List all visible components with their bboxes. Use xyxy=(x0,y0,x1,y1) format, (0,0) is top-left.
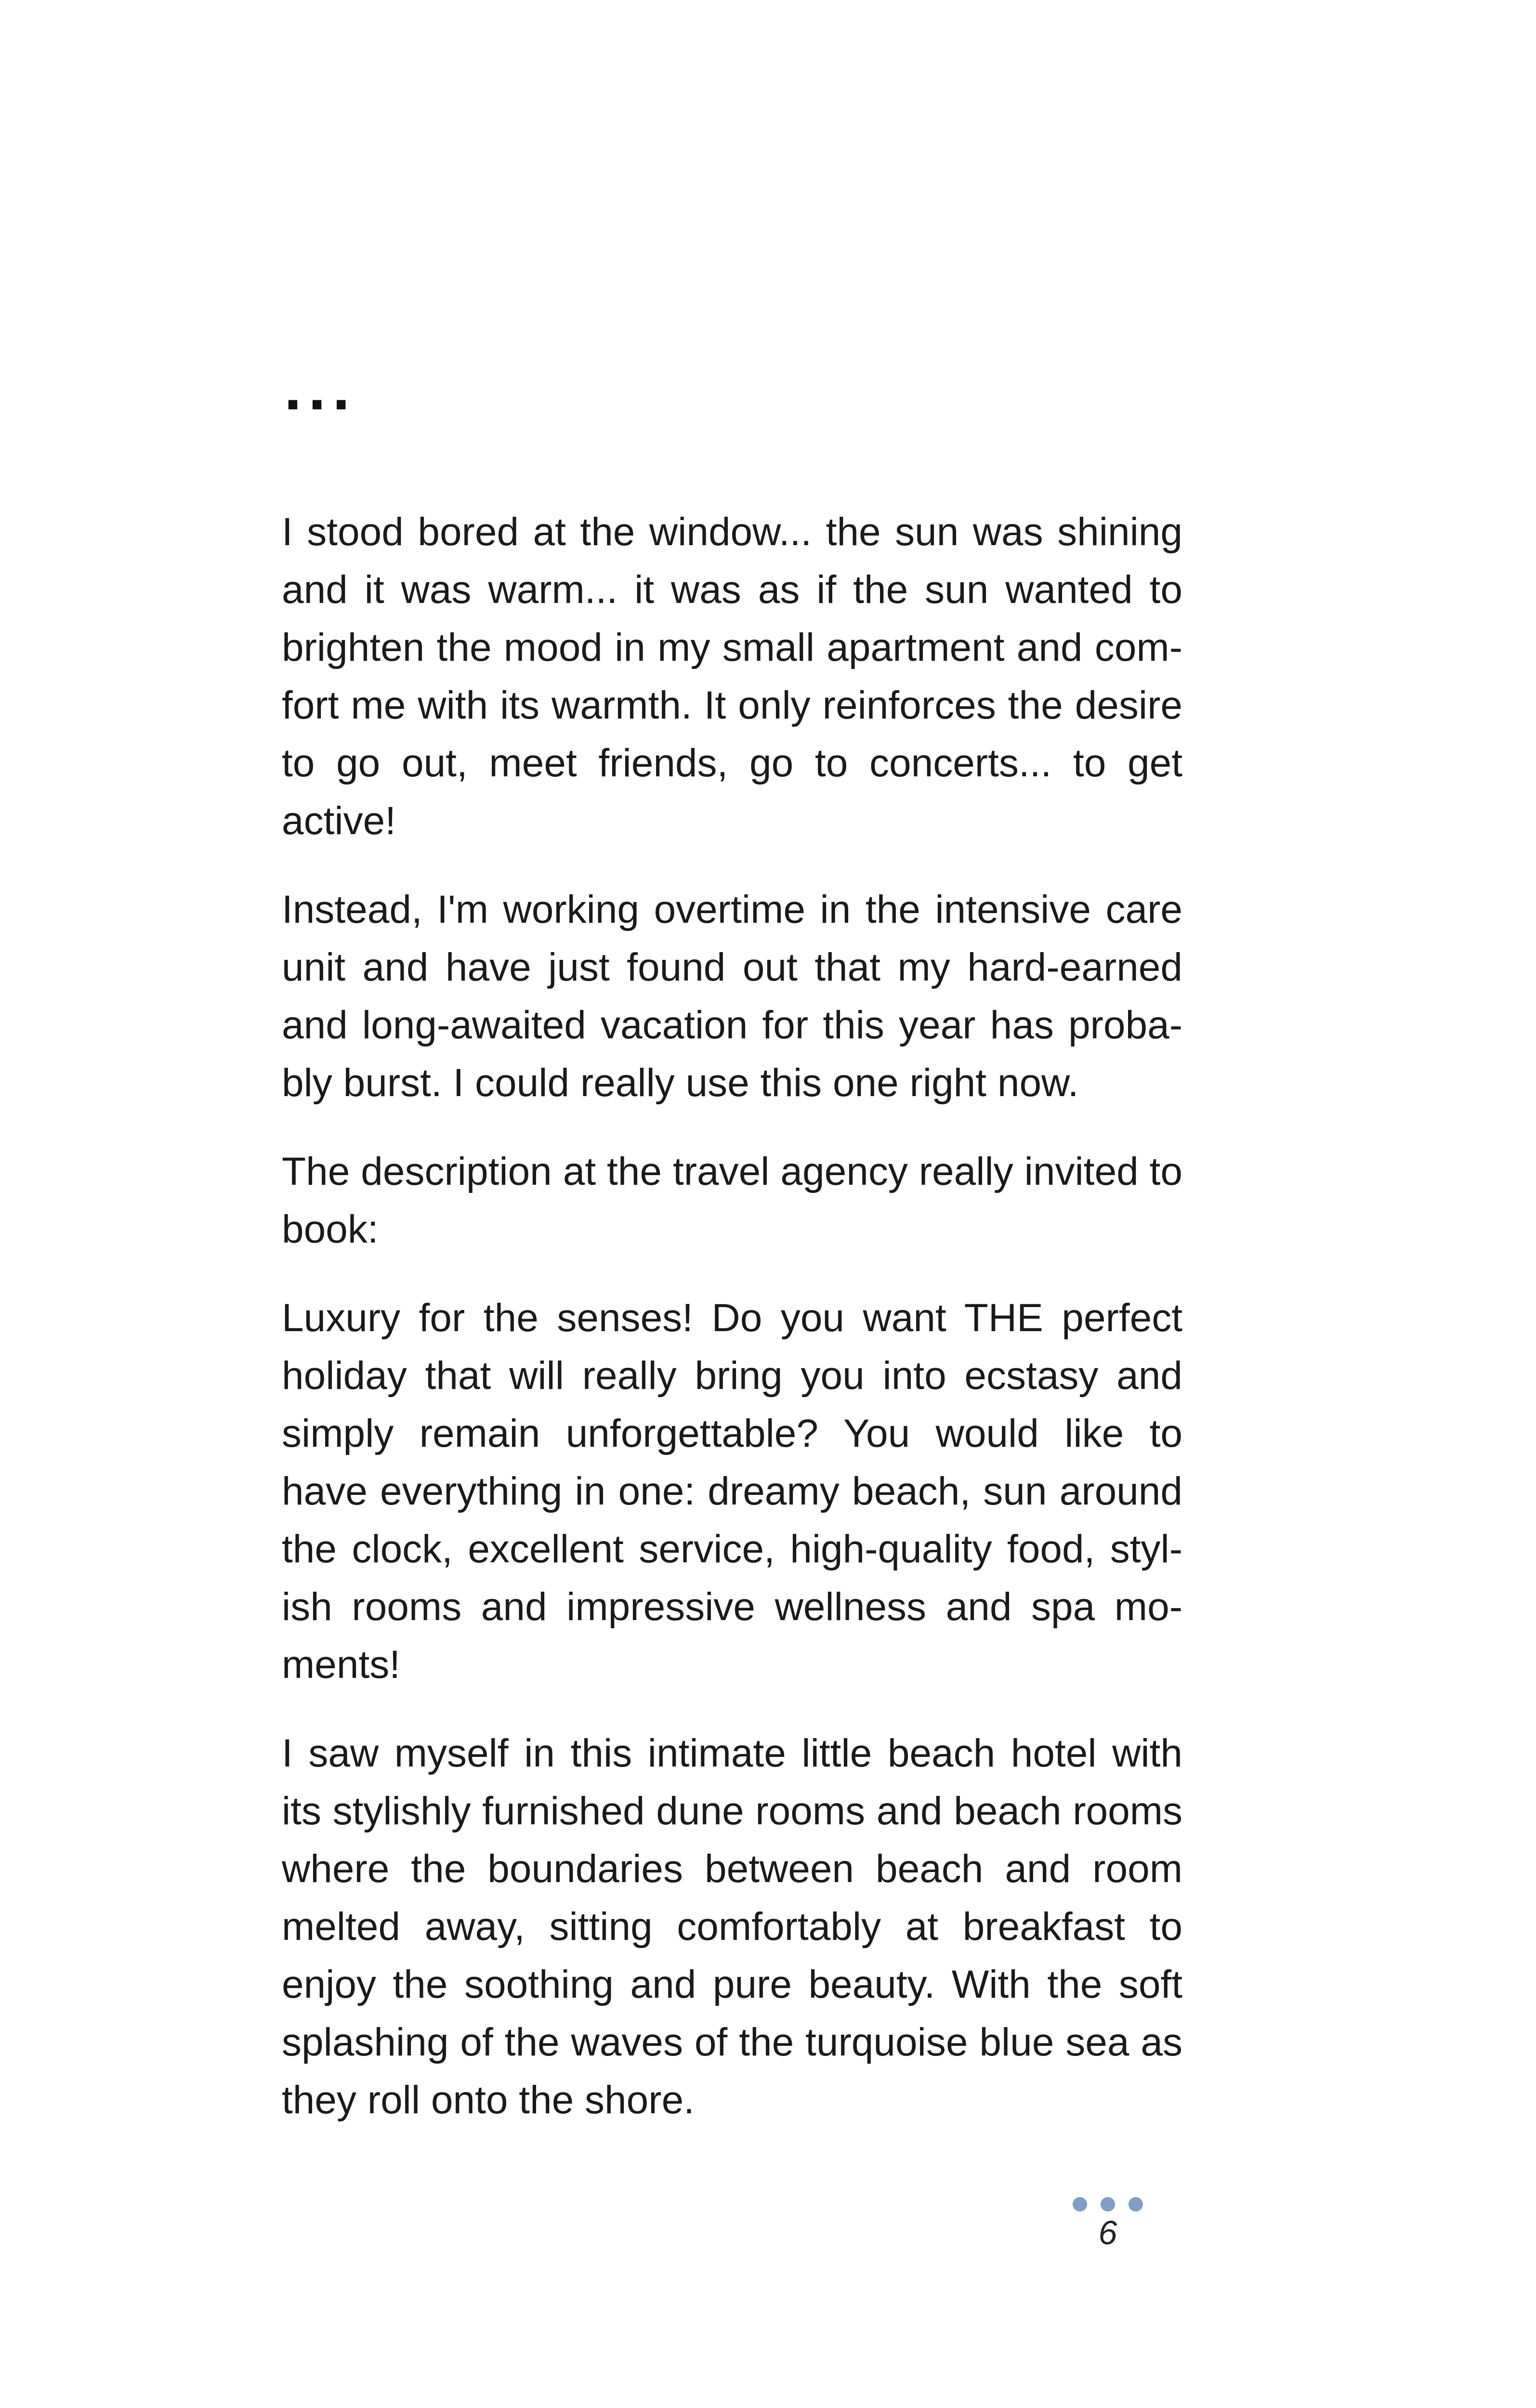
dot-icon xyxy=(1101,2197,1115,2212)
paragraph-2: Instead, I'm working overtime in the intensive care unit and have just found out that my hard-earned and long-awaited vacation for this year has probably burst. I could really use this one right now. xyxy=(282,888,1182,1105)
footer-dots-ornament-icon xyxy=(1064,2196,1151,2212)
page-footer xyxy=(1064,2196,1151,2252)
body-text xyxy=(282,503,1182,2160)
page-number: 6 xyxy=(1098,2214,1117,2251)
section-break-ellipsis: ... xyxy=(284,353,357,423)
dot-icon xyxy=(1073,2197,1087,2212)
dot-icon xyxy=(1129,2197,1143,2212)
paragraph-1: I stood bored at the window... the sun was shining and it was warm... it was as if the sun wanted to brighten the mood in my small apartment and comfort me with its warmth. It only reinforces the desire to go out, meet friends, go to concerts... to get active! xyxy=(282,510,1182,843)
paragraph-5: I saw myself in this intimate little beach hotel with its stylishly furnished dune rooms and beach rooms where the boundaries between beach and room melted away, sitting comfortably at breakfast to enjoy the soothing and pure beauty. With the soft splashing of the waves of the turquoise blue sea as they roll onto the shore. xyxy=(282,1731,1182,2122)
paragraph-3: The description at the travel agency really invited to book: xyxy=(282,1150,1182,1251)
paragraph-4: Luxury for the senses! Do you want THE perfect holiday that will really bring you into ecstasy and simply remain unforgettable? You would like to have everything in one: dreamy beach, sun around the clock, excellent service, high-quality food, stylish rooms and impressive wellness and spa moments! xyxy=(282,1296,1182,1687)
